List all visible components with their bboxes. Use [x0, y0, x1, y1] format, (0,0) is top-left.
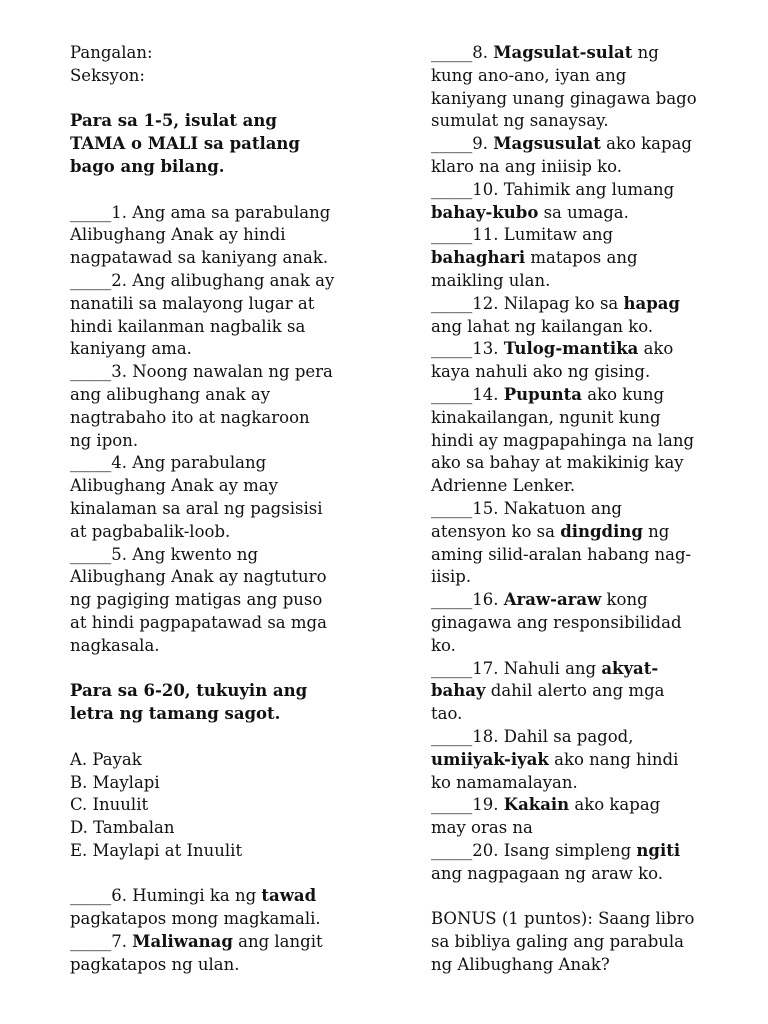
question-line [431, 658, 751, 681]
choice-item: C. Inuulit [70, 795, 149, 815]
question-line [431, 635, 751, 658]
text-run: ako nang hindi [548, 749, 679, 769]
text-run: kaya nahuli ako ng gising. [431, 362, 651, 382]
question-line: _____3. Noong nawalan ng pera [70, 362, 333, 382]
text-run: Adrienne Lenker. [431, 476, 576, 496]
text-run: ng [632, 43, 659, 62]
text-run: ako kapag [569, 795, 661, 815]
question-line [431, 407, 751, 430]
question-item [70, 885, 400, 931]
question-item [431, 293, 751, 339]
choice-item: D. Tambalan [70, 818, 175, 838]
question-line [431, 384, 751, 407]
text-run: ginagawa ang responsibilidad [431, 612, 682, 632]
text-run: tao. [431, 704, 463, 724]
key-word: hapag [623, 293, 680, 313]
question-item [70, 452, 400, 543]
question-item [70, 361, 400, 452]
part2-instruction [70, 680, 400, 726]
text-run: ako kung [582, 384, 665, 404]
spacer [70, 88, 400, 111]
text-run: kaniyang unang ginagawa bago [431, 88, 697, 108]
question-item [431, 42, 751, 133]
question-line [431, 612, 751, 635]
question-item [70, 202, 400, 270]
question-line [431, 88, 751, 111]
question-line [431, 475, 751, 498]
text-run: _____16. [431, 590, 504, 610]
key-word: Magsusulat [493, 134, 601, 154]
text-run: klaro na ang iniisip ko. [431, 156, 623, 176]
question-line [431, 772, 751, 795]
question-item [70, 544, 400, 658]
part1-instruction [70, 110, 400, 178]
bonus-question [431, 908, 751, 976]
key-word: akyat- [601, 658, 659, 678]
text-run: kong [601, 590, 648, 610]
text-run: maikling ulan. [431, 270, 551, 290]
text-run: ako kapag [600, 134, 692, 154]
question-line [431, 794, 751, 817]
question-line: nagtrabaho ito at nagkaroon [70, 407, 310, 427]
text-run: _____20. Isang simpleng [431, 840, 637, 860]
question-line: _____4. Ang parabulang [70, 453, 267, 473]
text-run: _____8. [431, 43, 494, 62]
part2-items-right [431, 42, 751, 885]
text-run: _____12. Nilapag ko sa [431, 293, 624, 313]
instruction-line: Para sa 1-5, isulat ang [70, 111, 277, 131]
question-line [431, 498, 751, 521]
question-line: kinalaman sa aral ng pagsisisi [70, 498, 323, 518]
key-word: tawad [261, 886, 317, 906]
question-item [431, 658, 751, 726]
question-line: ng ipon. [70, 430, 139, 450]
question-line [431, 224, 751, 247]
question-line: _____1. Ang ama sa parabulang [70, 202, 331, 222]
bonus-line: ng Alibughang Anak? [431, 954, 610, 974]
key-word: umiiyak-iyak [431, 749, 549, 769]
instruction-line: TAMA o MALI sa patlang [70, 134, 300, 154]
question-line: _____5. Ang kwento ng [70, 544, 259, 564]
text-run: pagkatapos ng ulan. [70, 954, 240, 974]
question-item [431, 589, 751, 657]
choice-item: A. Payak [70, 749, 142, 769]
text-run: _____10. Tahimik ang lumang [431, 179, 675, 199]
question-item [431, 384, 751, 498]
part1-items [70, 202, 400, 658]
question-line [431, 430, 751, 453]
question-item [431, 224, 751, 292]
question-line [431, 863, 751, 886]
text-run: kinakailangan, ngunit kung [431, 407, 661, 427]
key-word: Tulog-mantika [503, 339, 639, 359]
question-line: ang alibughang anak ay [70, 384, 271, 404]
question-line: ng pagiging matigas ang puso [70, 590, 323, 610]
choice-item: E. Maylapi at Inuulit [70, 840, 243, 860]
question-line [431, 749, 751, 772]
text-run: sumulat ng sanaysay. [431, 111, 609, 131]
question-line: nagkasala. [70, 635, 160, 655]
text-run: matapos ang [525, 248, 638, 268]
question-line [70, 954, 400, 977]
question-line [431, 293, 751, 316]
question-line: at hindi pagpapatawad sa mga [70, 612, 327, 632]
key-word: Kakain [503, 795, 570, 815]
text-run: ang langit [232, 932, 323, 952]
text-run: _____19. [431, 795, 504, 815]
text-run: iisip. [431, 567, 472, 587]
question-item [70, 270, 400, 361]
question-line: hindi kailanman nagbalik sa [70, 316, 306, 336]
question-line [431, 316, 751, 339]
key-word: Araw-araw [503, 590, 602, 610]
text-run: _____14. [431, 384, 504, 404]
question-line [431, 202, 751, 225]
question-item [431, 498, 751, 589]
text-run: _____13. [431, 339, 504, 359]
name-label: Pangalan: [70, 43, 153, 62]
question-item [431, 338, 751, 384]
question-line [431, 589, 751, 612]
question-line [431, 133, 751, 156]
question-line: Alibughang Anak ay hindi [70, 225, 286, 245]
question-line [70, 931, 400, 954]
text-run: ang nagpagaan ng araw ko. [431, 863, 664, 883]
text-run: hindi ay magpapahinga na lang [431, 430, 695, 450]
key-word: Pupunta [503, 384, 582, 404]
text-run: sa umaga. [538, 202, 629, 222]
question-line [431, 338, 751, 361]
question-line [431, 726, 751, 749]
question-line: kaniyang ama. [70, 339, 192, 359]
text-run: dahil alerto ang mga [485, 681, 665, 701]
question-line [431, 42, 751, 65]
question-line [431, 110, 751, 133]
question-item [431, 133, 751, 179]
text-run: _____15. Nakatuon ang [431, 498, 622, 518]
question-line [431, 270, 751, 293]
choices-list [70, 749, 400, 863]
text-run: may oras na [431, 818, 533, 838]
question-line [431, 566, 751, 589]
bonus-line: BONUS (1 puntos): Saang libro [431, 909, 695, 929]
question-line: _____2. Ang alibughang anak ay [70, 270, 335, 290]
key-word: bahay-kubo [431, 202, 539, 222]
section-label: Seksyon: [70, 65, 145, 85]
question-item [431, 794, 751, 840]
question-line [431, 521, 751, 544]
question-line [431, 247, 751, 270]
question-line [431, 544, 751, 567]
key-word: dingding [560, 521, 643, 541]
question-line: Alibughang Anak ay may [70, 476, 278, 496]
text-run: ako [638, 339, 674, 359]
text-run: _____6. Humingi ka ng [70, 886, 262, 906]
text-run: ko. [431, 635, 456, 655]
bonus-line: sa bibliya galing ang parabula [431, 932, 684, 952]
key-word: Magsulat-sulat [493, 43, 633, 62]
question-line [70, 908, 400, 931]
question-line [431, 65, 751, 88]
text-run: _____9. [431, 134, 494, 154]
right-column [431, 42, 751, 977]
question-item [431, 179, 751, 225]
question-item [70, 931, 400, 977]
question-item [431, 840, 751, 886]
spacer [70, 726, 400, 749]
spacer [70, 658, 400, 681]
question-line [431, 840, 751, 863]
question-line [431, 156, 751, 179]
question-line: nagpatawad sa kaniyang anak. [70, 248, 329, 268]
question-line [70, 885, 400, 908]
choice-item: B. Maylapi [70, 772, 160, 792]
key-word: bahay [431, 681, 486, 701]
question-item [431, 726, 751, 794]
text-run: _____17. Nahuli ang [431, 658, 602, 678]
text-run: kung ano-ano, iyan ang [431, 65, 627, 85]
text-run: aming silid-aralan habang nag- [431, 544, 692, 564]
instruction-line: bago ang bilang. [70, 156, 225, 176]
text-run: pagkatapos mong magkamali. [70, 909, 321, 929]
question-line: at pagbabalik-loob. [70, 521, 231, 541]
spacer [431, 885, 751, 908]
text-run: atensyon ko sa [431, 521, 561, 541]
question-line [431, 817, 751, 840]
text-run: ang lahat ng kailangan ko. [431, 316, 654, 336]
question-line [431, 361, 751, 384]
question-line [431, 452, 751, 475]
question-line: Alibughang Anak ay nagtuturo [70, 567, 327, 587]
instruction-line: Para sa 6-20, tukuyin ang [70, 681, 308, 701]
key-word: bahaghari [431, 248, 526, 268]
question-line [431, 680, 751, 703]
text-run: _____18. Dahil sa pagod, [431, 726, 634, 746]
spacer [70, 179, 400, 202]
instruction-line: letra ng tamang sagot. [70, 704, 281, 724]
question-line: nanatili sa malayong lugar at [70, 293, 315, 313]
part2-items-left [70, 885, 400, 976]
text-run: _____7. [70, 932, 133, 952]
question-line [431, 703, 751, 726]
key-word: Maliwanag [132, 932, 233, 952]
text-run: ng [642, 521, 670, 541]
text-run: _____11. Lumitaw ang [431, 225, 614, 245]
key-word: ngiti [636, 840, 681, 860]
left-column [70, 42, 400, 977]
text-run: ako sa bahay at makikinig kay [431, 453, 684, 473]
text-run: ko namamalayan. [431, 772, 578, 792]
spacer [70, 863, 400, 886]
question-line [431, 179, 751, 202]
